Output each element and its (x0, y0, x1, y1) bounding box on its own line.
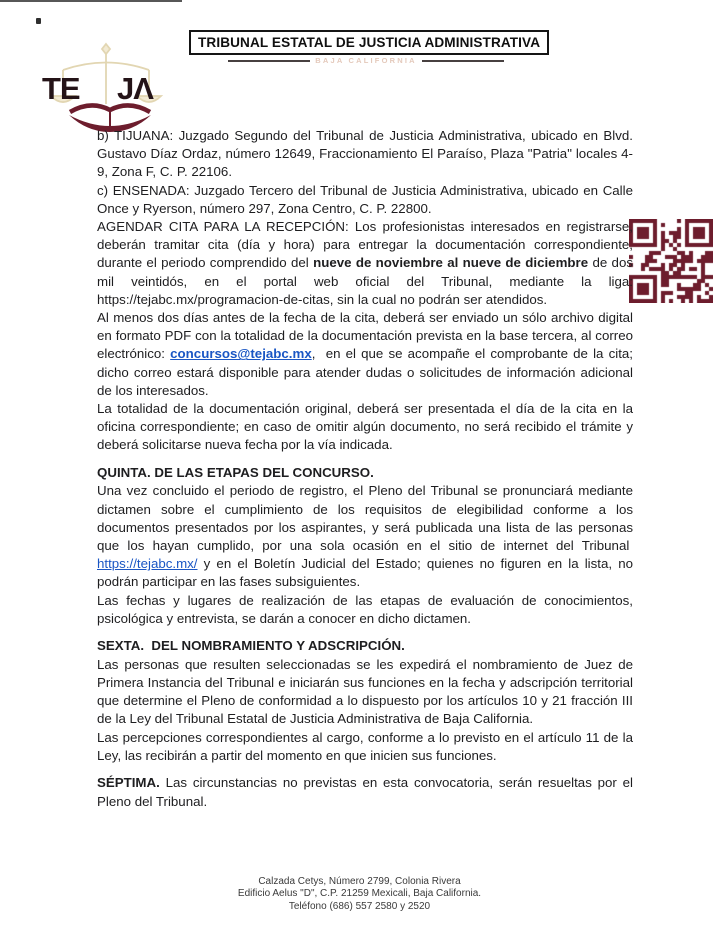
text-segment: Las fechas y lugares de realización de las etapas de evaluación de conocimientos, psicológica y entrevista, se darán a conocer en dicho dictamen. (97, 592, 633, 626)
logo-text-ja: JΛ (117, 71, 153, 106)
qr-code-citas (629, 219, 713, 303)
heading-quinta (97, 464, 633, 482)
footer-building-line: Edificio Aelus "D", C.P. 21259 Mexicali, Baja California. (237, 888, 482, 900)
text-segment: SEXTA. DEL NOMBRAMIENTO Y ADSCRIPCIÓN. (97, 638, 405, 654)
text-segment: AGENDAR CITA PARA LA RECEPCIÓN: Los profesionistas interesados en registrarse, deberán tramitar cita (día y hora) para entregar la documentación correspondiente, durante el periodo comprendido del (97, 219, 633, 271)
text-segment: b) TIJUANA: Juzgado Segundo del Tribunal de Justicia Administrativa, ubicado en Blvd. Gustavo Díaz Ordaz, número 12649, Fraccionamiento El Paraíso, Plaza "Patria" locales 4-9, Zona F, C. P. 22106. (97, 128, 633, 180)
text-segment: c) ENSENADA: Juzgado Tercero del Tribunal de Justicia Administrativa, ubicado en Calle Once y Ryerson, número 297, Zona Centro, C. P. 22800. (97, 182, 633, 216)
text-segment: Las personas que resulten seleccionadas se les expedirá el nombramiento de Juez de Primera Instancia del Tribunal e iniciarán sus funciones en la fecha y adscripción territorial que determine el Pleno de conformidad a lo dispuesto por los artículos 10 y 21 fracción III de la Ley del Tribunal Estatal de Justicia Administrativa de Baja California. (97, 656, 633, 727)
text-segment: Las circunstancias no previstas en esta convocatoria, serán resueltas por el Pleno del Tribunal. (97, 775, 633, 809)
para-agendar-cita (97, 218, 633, 309)
text-segment: SÉPTIMA. (97, 775, 160, 791)
para-percepciones (97, 729, 633, 765)
teja-logo (33, 42, 168, 137)
para-envio-pdf (97, 309, 633, 400)
text-segment: de dos mil veintidós, en el portal web oficial del Tribunal, mediante la liga: https://tejabc.mx/programacion-de-citas, sin la cual no podrán ser atendidos. (97, 255, 633, 307)
page-footer (0, 876, 719, 913)
logo-text-te: TE (42, 71, 80, 106)
para-septima (97, 774, 633, 810)
org-subtitle-row (228, 56, 504, 65)
text-segment: La totalidad de la documentación original, deberá ser presentada el día de la cita en la oficina correspondiente; en caso de omitir algún documento, no será recibido el trámite y deberá solicitarse nueva fecha por la vía indicada. (97, 401, 633, 453)
subtitle-rule-left (228, 60, 310, 62)
scan-artifact-speck (36, 18, 41, 24)
para-tijuana (97, 127, 633, 182)
text-segment: QUINTA. DE LAS ETAPAS DEL CONCURSO. (97, 465, 374, 481)
document-body (97, 127, 633, 811)
para-etapas (97, 482, 633, 591)
text-segment: , en el que se acompañe el comprobante de la cita; dicho correo estará disponible para atender dudas o solicitudes de información adicional de los interesados. (97, 346, 633, 398)
org-subtitle: BAJA CALIFORNIA (315, 56, 417, 65)
text-segment: Una vez concluido el periodo de registro, el Pleno del Tribunal se pronunciará mediante dictamen sobre el cumplimiento de los requisitos de elegibilidad conforme a los documentos presentados por los aspirantes, y será publicada una lista de las personas que los hayan cumplido, por una sola ocasión en el sitio de internet del Tribunal (97, 483, 633, 553)
scan-artifact-line (0, 0, 182, 2)
org-title-box (189, 30, 549, 55)
org-title: TRIBUNAL ESTATAL DE JUSTICIA ADMINISTRATIVA (198, 35, 541, 50)
para-ensenada (97, 182, 633, 218)
subtitle-rule-right (422, 60, 504, 62)
para-nombramiento (97, 656, 633, 729)
text-segment: Al menos dos días antes de la fecha de la cita, deberá ser enviado un sólo archivo digital en formato PDF con la totalidad de la documentación prevista en la base tercera, al correo electrónico: (97, 310, 633, 362)
tribunal-site-link[interactable]: https://tejabc.mx/ (97, 556, 198, 572)
para-documentacion-original (97, 400, 633, 455)
text-segment: Las percepciones correspondientes al cargo, conforme a lo previsto en el artículo 11 de la Ley, las recibirán a partir del momento en que inicien sus funciones. (97, 729, 633, 763)
text-segment: y en el Boletín Judicial del Estado; quienes no figuren en la lista, no podrán participar en las fases subsiguientes. (97, 556, 633, 590)
footer-phone-line: Teléfono (686) 557 2580 y 2520 (288, 900, 431, 912)
footer-address-line: Calzada Cetys, Número 2799, Colonia Rivera (258, 876, 461, 887)
heading-sexta (97, 637, 633, 655)
para-fechas-etapas (97, 592, 633, 628)
email-link[interactable]: concursos@tejabc.mx (170, 346, 312, 362)
text-segment: nueve de noviembre al nueve de diciembre (313, 255, 589, 271)
